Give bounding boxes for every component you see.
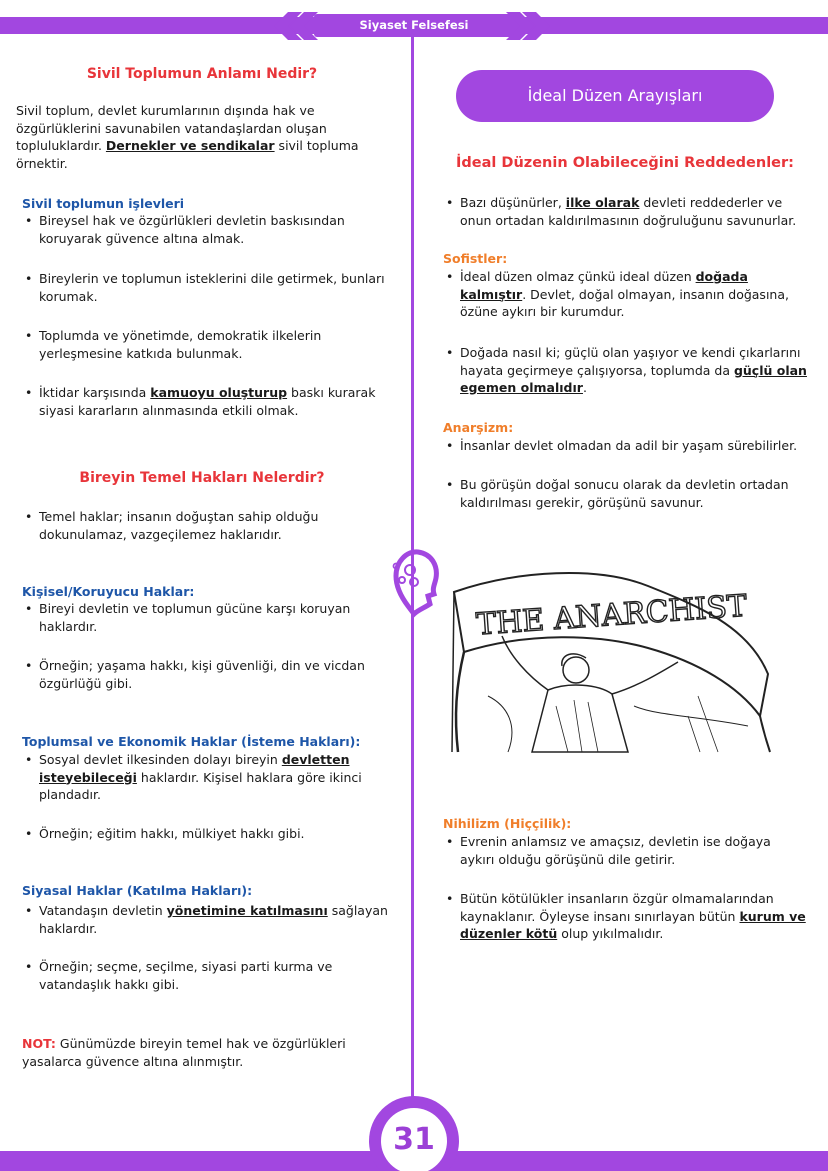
siyasal-list-1 xyxy=(22,902,388,937)
r1-b: devleti reddederler ve onun ortadan kaldırılmasının doğruluğunu savunurlar. xyxy=(460,195,797,228)
list-item xyxy=(22,751,388,804)
siyasal-list-2 xyxy=(22,958,388,993)
sivil-title: Sivil Toplumun Anlamı Nedir? xyxy=(86,66,318,82)
list-item xyxy=(22,902,388,937)
sofist-list-1 xyxy=(443,268,807,321)
list-item: • Toplumda ve yönetimde, demokratik ilkelerin yerleşmesine katkıda bulunmak. xyxy=(22,327,388,362)
sofist-list-2 xyxy=(443,344,807,397)
nihil-title: Nihilizm (Hiççilik): xyxy=(443,816,572,831)
haklar-title: Bireyin Temel Hakları Nelerdir? xyxy=(79,470,325,486)
list-item xyxy=(22,384,388,419)
list-item xyxy=(443,344,807,397)
page-number: 31 xyxy=(393,1122,435,1157)
t1-a: Sosyal devlet ilkesinden dolayı bireyin xyxy=(39,752,282,767)
sivil-intro xyxy=(16,102,388,172)
ideal-duzen-pill: İdeal Düzen Arayışları xyxy=(456,70,774,122)
toplumsal-list-2 xyxy=(22,825,388,843)
anarchist-illustration xyxy=(448,566,778,754)
nihil-list-2 xyxy=(443,890,807,943)
sivil-intro-u: Dernekler ve sendikalar xyxy=(105,138,275,153)
list-item xyxy=(443,194,807,229)
list-item: • Bireylerin ve toplumun isteklerini dile getirmek, bunları korumak. xyxy=(22,270,388,305)
haklar-intro-list xyxy=(22,508,388,543)
r1-u: ilke olarak xyxy=(565,195,640,210)
head-silhouette-icon xyxy=(388,548,440,618)
kisisel-list-1 xyxy=(22,600,388,635)
list-item xyxy=(443,890,807,943)
siyasal-title: Siyasal Haklar (Katılma Hakları): xyxy=(22,883,253,898)
header-title: Siyaset Felsefesi xyxy=(359,18,469,32)
note-text: Günümüzde bireyin temel hak ve özgürlükleri yasalarca güvence altına alınmıştır. xyxy=(22,1036,346,1069)
n2-u: kurum ve düzenler kötü xyxy=(460,908,806,941)
t1-u: devletten isteyebileceği xyxy=(39,752,350,785)
sofist-title: Sofistler: xyxy=(443,251,508,266)
f4-b: baskı kurarak siyasi kararların alınmasında etkili olmak. xyxy=(39,385,376,418)
so1-b: . Devlet, doğal olmayan, insanın doğasına, özüne aykırı bir kurumdur. xyxy=(460,286,789,319)
list-item: • Bireyi devletin ve toplumun gücüne karşı koruyan haklardır. xyxy=(22,600,388,635)
toplumsal-title: Toplumsal ve Ekonomik Haklar (İsteme Hakları): xyxy=(22,734,361,749)
sivil-functions-list-3 xyxy=(22,327,388,362)
anar-list-2 xyxy=(443,476,807,511)
n2-a: Bütün kötülükler insanların özgür olmamalarından kaynaklanır. Öyleyse insanı sınırlayan bütün xyxy=(460,891,774,924)
list-item: • Temel haklar; insanın doğuştan sahip olduğu dokunulamaz, vazgeçilemez haklarıdır. xyxy=(22,508,388,543)
anar-title: Anarşizm: xyxy=(443,420,514,435)
note-label: NOT: xyxy=(22,1036,56,1051)
list-item: • İnsanlar devlet olmadan da adil bir yaşam sürebilirler. xyxy=(443,437,807,455)
sivil-intro-b: sivil topluma örnektir. xyxy=(16,138,359,171)
sivil-intro-a: Sivil toplum, devlet kurumlarının dışında hak ve özgürlüklerini savunabilen vatandaşlardan oluşan topluluklardır. xyxy=(16,103,327,153)
note xyxy=(22,1035,388,1070)
s1-u: yönetimine katılmasını xyxy=(166,903,328,918)
list-item: • Örneğin; yaşama hakkı, kişi güvenliği, din ve vicdan özgürlüğü gibi. xyxy=(22,657,388,692)
t1-b: haklardır. Kişisel haklara göre ikinci plandadır. xyxy=(39,769,362,802)
so2-a: Doğada nasıl ki; güçlü olan yaşıyor ve kendi çıkarlarını hayata geçirmeye çalışıyorsa, toplumda da xyxy=(460,345,801,378)
nihil-list-1 xyxy=(443,833,807,868)
f4-a: İktidar karşısında xyxy=(39,385,151,400)
list-item: • Örneğin; eğitim hakkı, mülkiyet hakkı gibi. xyxy=(22,825,388,843)
n2-b: olup yıkılmalıdır. xyxy=(557,926,664,941)
r1-a: Bazı düşünürler, xyxy=(460,195,566,210)
list-item: • Bu görüşün doğal sonucu olarak da devletin ortadan kaldırılması gerekir, görüşünü savunur. xyxy=(443,476,807,511)
banner-text: THE ANARCHIST xyxy=(475,588,749,643)
list-item: • Örneğin; seçme, seçilme, siyasi parti kurma ve vatandaşlık hakkı gibi. xyxy=(22,958,388,993)
list-item: • Bireysel hak ve özgürlükleri devletin baskısından koruyarak güvence altına almak. xyxy=(22,212,388,247)
so1-a: İdeal düzen olmaz çünkü ideal düzen xyxy=(460,269,696,284)
s1-a: Vatandaşın devletin xyxy=(39,903,167,918)
sivil-functions-list-4 xyxy=(22,384,388,419)
sivil-functions-list-1 xyxy=(22,212,388,247)
sivil-functions-list-2 xyxy=(22,270,388,305)
kisisel-title: Kişisel/Koruyucu Haklar: xyxy=(22,584,195,599)
list-item xyxy=(443,268,807,321)
toplumsal-list-1 xyxy=(22,751,388,804)
reject-title: İdeal Düzenin Olabileceğini Reddedenler: xyxy=(456,155,794,171)
anar-list-1 xyxy=(443,437,807,455)
sivil-functions-title: Sivil toplumun işlevleri xyxy=(22,196,185,211)
so1-u: doğada kalmıştır xyxy=(460,269,748,302)
kisisel-list-2 xyxy=(22,657,388,692)
list-item: • Evrenin anlamsız ve amaçsız, devletin ise doğaya aykırı olduğu görüşünü dile getirir. xyxy=(443,833,807,868)
s1-b: sağlayan haklardır. xyxy=(39,903,388,936)
f4-u: kamuoyu oluşturup xyxy=(150,385,288,400)
reject-list xyxy=(443,194,807,229)
so2-u: güçlü olan egemen olmalıdır xyxy=(460,362,807,395)
so2-b: . xyxy=(582,380,587,395)
